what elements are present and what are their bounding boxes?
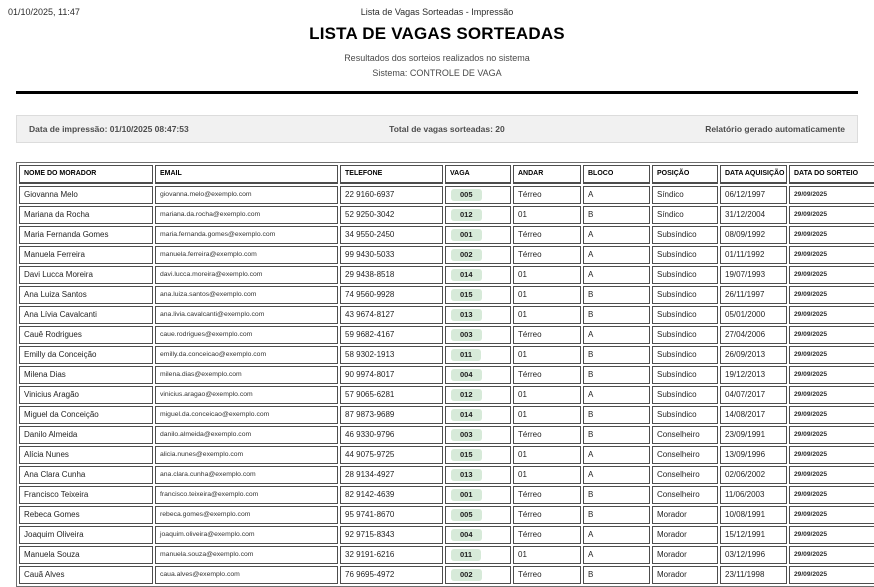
column-header-8: DATA DO SORTEIO [789, 165, 874, 184]
table-row [19, 426, 874, 444]
cell-phone: 82 9142-4639 [340, 486, 443, 504]
cell-andar: Térreo [513, 526, 581, 544]
table-row [19, 466, 874, 484]
cell-data_sorteio: 29/09/2025 [789, 466, 874, 484]
cell-andar: Térreo [513, 566, 581, 584]
cell-phone: 43 9674-8127 [340, 306, 443, 324]
cell-email: mariana.da.rocha@exemplo.com [155, 206, 338, 224]
cell-bloco: A [583, 266, 650, 284]
cell-email: rebeca.gomes@exemplo.com [155, 506, 338, 524]
vaga-badge: 013 [451, 469, 482, 481]
cell-andar: 01 [513, 346, 581, 364]
cell-posicao: Morador [652, 546, 718, 564]
cell-bloco: B [583, 366, 650, 384]
cell-bloco: A [583, 246, 650, 264]
cell-data_sorteio: 29/09/2025 [789, 306, 874, 324]
table-body [19, 186, 874, 584]
cell-phone: 57 9065-6281 [340, 386, 443, 404]
cell-email: caue.rodrigues@exemplo.com [155, 326, 338, 344]
cell-bloco: A [583, 446, 650, 464]
cell-bloco: A [583, 546, 650, 564]
cell-name: Ana Lívia Cavalcanti [19, 306, 153, 324]
cell-posicao: Subsíndico [652, 346, 718, 364]
cell-posicao: Conselheiro [652, 446, 718, 464]
auto-generated-label: Relatório gerado automaticamente [705, 124, 845, 134]
cell-data_aquisicao: 19/12/2013 [720, 366, 787, 384]
cell-data_aquisicao: 10/08/1991 [720, 506, 787, 524]
cell-phone: 46 9330-9796 [340, 426, 443, 444]
cell-email: alicia.nunes@exemplo.com [155, 446, 338, 464]
vaga-badge: 011 [451, 549, 481, 561]
table-header-row [19, 165, 874, 184]
cell-posicao: Conselheiro [652, 486, 718, 504]
header-divider [16, 91, 858, 94]
cell-phone: 90 9974-8017 [340, 366, 443, 384]
cell-phone: 87 9873-9689 [340, 406, 443, 424]
cell-andar: 01 [513, 266, 581, 284]
cell-data_aquisicao: 19/07/1993 [720, 266, 787, 284]
cell-bloco: B [583, 346, 650, 364]
cell-phone: 58 9302-1913 [340, 346, 443, 364]
table-row [19, 326, 874, 344]
cell-posicao: Subsíndico [652, 366, 718, 384]
vaga-badge: 014 [451, 409, 482, 421]
cell-phone: 59 9682-4167 [340, 326, 443, 344]
cell-bloco: B [583, 286, 650, 304]
table-row [19, 286, 874, 304]
cell-data_aquisicao: 13/09/1996 [720, 446, 787, 464]
printed-at-label: Data de impressão: 01/10/2025 08:47:53 [29, 124, 189, 134]
cell-andar: Térreo [513, 226, 581, 244]
browser-print-meta [0, 0, 874, 17]
cell-posicao: Subsíndico [652, 226, 718, 244]
cell-data_sorteio: 29/09/2025 [789, 206, 874, 224]
table-row [19, 306, 874, 324]
cell-name: Vinicius Aragão [19, 386, 153, 404]
column-header-7: DATA AQUISIÇÃO [720, 165, 787, 184]
cell-andar: Térreo [513, 246, 581, 264]
cell-data_sorteio: 29/09/2025 [789, 426, 874, 444]
cell-posicao: Síndico [652, 186, 718, 204]
cell-data_sorteio: 29/09/2025 [789, 366, 874, 384]
cell-andar: 01 [513, 306, 581, 324]
cell-phone: 99 9430-5033 [340, 246, 443, 264]
cell-data_aquisicao: 15/12/1991 [720, 526, 787, 544]
vaga-badge: 013 [451, 309, 482, 321]
cell-bloco: B [583, 566, 650, 584]
cell-andar: Térreo [513, 426, 581, 444]
cell-name: Ana Luiza Santos [19, 286, 153, 304]
table-row [19, 506, 874, 524]
cell-andar: 01 [513, 446, 581, 464]
cell-data_sorteio: 29/09/2025 [789, 406, 874, 424]
cell-andar: Térreo [513, 486, 581, 504]
cell-email: danilo.almeida@exemplo.com [155, 426, 338, 444]
print-datetime: 01/10/2025, 11:47 [8, 7, 80, 17]
cell-data_sorteio: 29/09/2025 [789, 526, 874, 544]
cell-posicao: Subsíndico [652, 326, 718, 344]
cell-andar: 01 [513, 386, 581, 404]
cell-data_sorteio: 29/09/2025 [789, 266, 874, 284]
report-info-bar [16, 115, 858, 143]
cell-data_aquisicao: 26/11/1997 [720, 286, 787, 304]
cell-email: ana.livia.cavalcanti@exemplo.com [155, 306, 338, 324]
cell-andar: 01 [513, 546, 581, 564]
cell-phone: 32 9191-6216 [340, 546, 443, 564]
cell-data_sorteio: 29/09/2025 [789, 446, 874, 464]
cell-posicao: Morador [652, 566, 718, 584]
cell-phone: 28 9134-4927 [340, 466, 443, 484]
vaga-badge: 015 [451, 289, 482, 301]
cell-vaga [445, 246, 511, 264]
cell-phone: 34 9550-2450 [340, 226, 443, 244]
cell-name: Manuela Souza [19, 546, 153, 564]
cell-vaga [445, 466, 511, 484]
cell-email: emilly.da.conceicao@exemplo.com [155, 346, 338, 364]
cell-bloco: A [583, 466, 650, 484]
cell-bloco: A [583, 386, 650, 404]
cell-andar: Térreo [513, 366, 581, 384]
cell-data_aquisicao: 31/12/2004 [720, 206, 787, 224]
table-row [19, 266, 874, 284]
cell-email: vinicius.aragao@exemplo.com [155, 386, 338, 404]
table-row [19, 566, 874, 584]
cell-name: Manuela Ferreira [19, 246, 153, 264]
cell-posicao: Subsíndico [652, 386, 718, 404]
cell-email: milena.dias@exemplo.com [155, 366, 338, 384]
cell-posicao: Morador [652, 506, 718, 524]
table-row [19, 386, 874, 404]
cell-posicao: Síndico [652, 206, 718, 224]
cell-bloco: B [583, 206, 650, 224]
cell-name: Ana Clara Cunha [19, 466, 153, 484]
cell-vaga [445, 506, 511, 524]
cell-data_sorteio: 29/09/2025 [789, 246, 874, 264]
cell-email: francisco.teixeira@exemplo.com [155, 486, 338, 504]
cell-data_aquisicao: 23/11/1998 [720, 566, 787, 584]
cell-data_aquisicao: 27/04/2006 [720, 326, 787, 344]
cell-data_aquisicao: 11/06/2003 [720, 486, 787, 504]
cell-vaga [445, 446, 511, 464]
cell-name: Cauã Alves [19, 566, 153, 584]
cell-vaga [445, 186, 511, 204]
cell-posicao: Conselheiro [652, 466, 718, 484]
cell-data_sorteio: 29/09/2025 [789, 226, 874, 244]
vaga-badge: 002 [451, 249, 482, 261]
cell-vaga [445, 346, 511, 364]
cell-name: Joaquim Oliveira [19, 526, 153, 544]
cell-bloco: B [583, 306, 650, 324]
vaga-badge: 003 [451, 329, 482, 341]
cell-data_aquisicao: 06/12/1997 [720, 186, 787, 204]
cell-data_aquisicao: 03/12/1996 [720, 546, 787, 564]
cell-phone: 92 9715-8343 [340, 526, 443, 544]
cell-bloco: A [583, 526, 650, 544]
cell-phone: 22 9160-6937 [340, 186, 443, 204]
cell-vaga [445, 306, 511, 324]
print-doc-title: Lista de Vagas Sorteadas - Impressão [360, 7, 514, 17]
cell-vaga [445, 366, 511, 384]
vagas-table [16, 162, 874, 587]
cell-posicao: Subsíndico [652, 306, 718, 324]
column-header-3: VAGA [445, 165, 511, 184]
cell-bloco: A [583, 226, 650, 244]
cell-vaga [445, 486, 511, 504]
cell-email: miguel.da.conceicao@exemplo.com [155, 406, 338, 424]
vaga-badge: 012 [451, 389, 482, 401]
table-row [19, 486, 874, 504]
cell-vaga [445, 266, 511, 284]
cell-posicao: Conselheiro [652, 426, 718, 444]
cell-data_aquisicao: 05/01/2000 [720, 306, 787, 324]
column-header-6: POSIÇÃO [652, 165, 718, 184]
cell-name: Alícia Nunes [19, 446, 153, 464]
cell-email: joaquim.oliveira@exemplo.com [155, 526, 338, 544]
cell-vaga [445, 206, 511, 224]
vaga-badge: 005 [451, 509, 482, 521]
cell-data_aquisicao: 08/09/1992 [720, 226, 787, 244]
cell-data_sorteio: 29/09/2025 [789, 566, 874, 584]
cell-andar: Térreo [513, 186, 581, 204]
cell-name: Davi Lucca Moreira [19, 266, 153, 284]
table-row [19, 366, 874, 384]
cell-email: manuela.ferreira@exemplo.com [155, 246, 338, 264]
column-header-1: EMAIL [155, 165, 338, 184]
table-row [19, 546, 874, 564]
page-title: LISTA DE VAGAS SORTEADAS [309, 24, 565, 43]
vaga-badge: 002 [451, 569, 482, 581]
table-row [19, 406, 874, 424]
table-row [19, 246, 874, 264]
cell-phone: 52 9250-3042 [340, 206, 443, 224]
cell-name: Rebeca Gomes [19, 506, 153, 524]
cell-data_sorteio: 29/09/2025 [789, 326, 874, 344]
table-row [19, 446, 874, 464]
cell-andar: 01 [513, 406, 581, 424]
total-vagas-label: Total de vagas sorteadas: 20 [389, 124, 505, 134]
column-header-5: BLOCO [583, 165, 650, 184]
cell-data_aquisicao: 02/06/2002 [720, 466, 787, 484]
table-header [19, 165, 874, 184]
cell-email: caua.alves@exemplo.com [155, 566, 338, 584]
vaga-badge: 011 [451, 349, 481, 361]
column-header-0: NOME DO MORADOR [19, 165, 153, 184]
cell-phone: 44 9075-9725 [340, 446, 443, 464]
cell-vaga [445, 226, 511, 244]
cell-phone: 29 9438-8518 [340, 266, 443, 284]
cell-data_aquisicao: 04/07/2017 [720, 386, 787, 404]
cell-email: ana.luiza.santos@exemplo.com [155, 286, 338, 304]
table-row [19, 346, 874, 364]
cell-name: Cauê Rodrigues [19, 326, 153, 344]
cell-vaga [445, 406, 511, 424]
vaga-badge: 012 [451, 209, 482, 221]
cell-name: Maria Fernanda Gomes [19, 226, 153, 244]
cell-data_sorteio: 29/09/2025 [789, 346, 874, 364]
cell-email: maria.fernanda.gomes@exemplo.com [155, 226, 338, 244]
cell-data_sorteio: 29/09/2025 [789, 506, 874, 524]
vaga-badge: 014 [451, 269, 482, 281]
cell-posicao: Morador [652, 526, 718, 544]
cell-bloco: B [583, 506, 650, 524]
vaga-badge: 005 [451, 189, 482, 201]
cell-data_sorteio: 29/09/2025 [789, 186, 874, 204]
cell-andar: Térreo [513, 506, 581, 524]
cell-andar: 01 [513, 286, 581, 304]
cell-name: Giovanna Melo [19, 186, 153, 204]
cell-vaga [445, 426, 511, 444]
cell-email: manuela.souza@exemplo.com [155, 546, 338, 564]
cell-name: Mariana da Rocha [19, 206, 153, 224]
cell-data_aquisicao: 01/11/1992 [720, 246, 787, 264]
column-header-4: ANDAR [513, 165, 581, 184]
cell-vaga [445, 546, 511, 564]
cell-posicao: Subsíndico [652, 266, 718, 284]
cell-data_sorteio: 29/09/2025 [789, 486, 874, 504]
cell-bloco: B [583, 486, 650, 504]
cell-vaga [445, 566, 511, 584]
cell-vaga [445, 286, 511, 304]
vaga-badge: 001 [451, 489, 482, 501]
cell-name: Francisco Teixeira [19, 486, 153, 504]
cell-email: giovanna.melo@exemplo.com [155, 186, 338, 204]
cell-andar: Térreo [513, 326, 581, 344]
report-header [0, 24, 874, 78]
cell-vaga [445, 386, 511, 404]
cell-bloco: A [583, 326, 650, 344]
cell-posicao: Subsíndico [652, 406, 718, 424]
table-row [19, 206, 874, 224]
vaga-badge: 015 [451, 449, 482, 461]
vaga-badge: 004 [451, 529, 482, 541]
cell-data_aquisicao: 23/09/1991 [720, 426, 787, 444]
cell-data_sorteio: 29/09/2025 [789, 386, 874, 404]
cell-posicao: Subsíndico [652, 286, 718, 304]
cell-name: Miguel da Conceição [19, 406, 153, 424]
cell-email: davi.lucca.moreira@exemplo.com [155, 266, 338, 284]
cell-name: Emilly da Conceição [19, 346, 153, 364]
cell-phone: 76 9695-4972 [340, 566, 443, 584]
system-line: Sistema: CONTROLE DE VAGA [372, 68, 502, 78]
cell-vaga [445, 526, 511, 544]
report-subtitle: Resultados dos sorteios realizados no sistema [344, 53, 530, 63]
cell-data_aquisicao: 14/08/2017 [720, 406, 787, 424]
table-row [19, 526, 874, 544]
vaga-badge: 004 [451, 369, 482, 381]
cell-andar: 01 [513, 466, 581, 484]
cell-posicao: Subsíndico [652, 246, 718, 264]
table-row [19, 226, 874, 244]
cell-bloco: B [583, 406, 650, 424]
cell-name: Milena Dias [19, 366, 153, 384]
cell-vaga [445, 326, 511, 344]
cell-bloco: A [583, 186, 650, 204]
cell-data_sorteio: 29/09/2025 [789, 286, 874, 304]
cell-name: Danilo Almeida [19, 426, 153, 444]
cell-data_sorteio: 29/09/2025 [789, 546, 874, 564]
vaga-badge: 001 [451, 229, 482, 241]
cell-data_aquisicao: 26/09/2013 [720, 346, 787, 364]
column-header-2: TELEFONE [340, 165, 443, 184]
cell-bloco: B [583, 426, 650, 444]
cell-email: ana.clara.cunha@exemplo.com [155, 466, 338, 484]
cell-andar: 01 [513, 206, 581, 224]
cell-phone: 95 9741-8670 [340, 506, 443, 524]
vaga-badge: 003 [451, 429, 482, 441]
table-row [19, 186, 874, 204]
cell-phone: 74 9560-9928 [340, 286, 443, 304]
